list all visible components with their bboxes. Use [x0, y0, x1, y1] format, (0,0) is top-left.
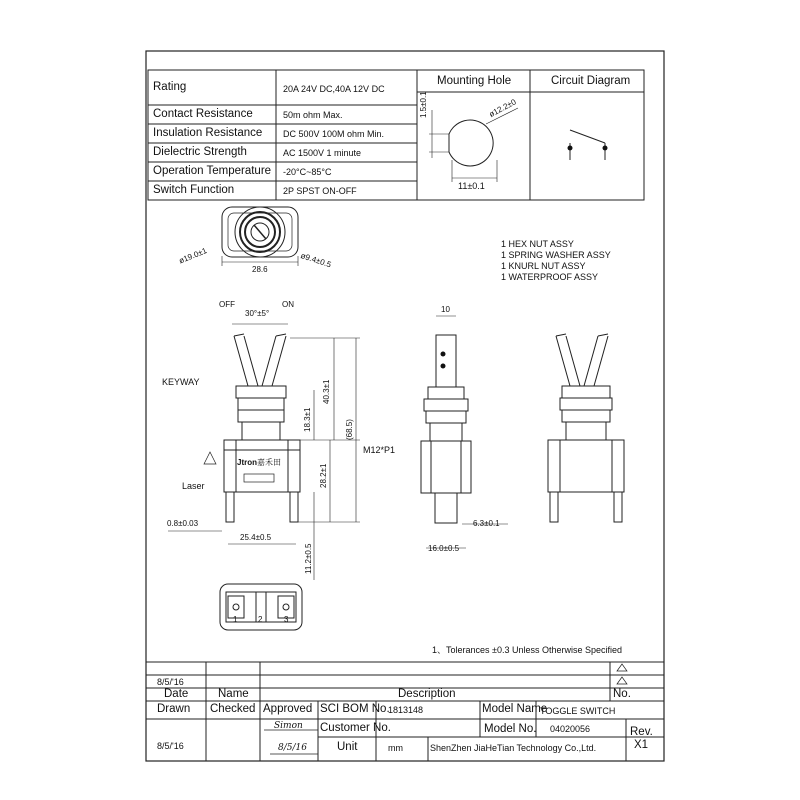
approver-signature: Simon	[274, 721, 303, 731]
mounting-diameter-dim: ø12.2±0	[487, 97, 518, 120]
front-view-on-label: ON	[282, 300, 294, 309]
top-view-dia-left: ø19.0±1	[177, 246, 209, 266]
circuit-diagram-title: Circuit Diagram	[551, 75, 631, 87]
front-dim-25: 25.4±0.5	[240, 533, 272, 542]
spec-label-insulation-resistance: Insulation Resistance	[153, 127, 263, 139]
side-dim-16: 16.0±0.5	[428, 544, 460, 553]
header-name: Name	[218, 688, 249, 700]
spec-label-operation-temperature: Operation Temperature	[153, 165, 272, 177]
accessory-waterproof: 1 WATERPROOF ASSY	[501, 272, 599, 282]
front-view-angle: 30°±5°	[245, 309, 270, 318]
model-name-value: TOGGLE SWITCH	[540, 706, 616, 716]
pin-2-label: 2	[258, 615, 263, 624]
sci-bom-value: 1813148	[388, 705, 424, 715]
spec-value-dielectric-strength: AC 1500V 1 minute	[283, 148, 362, 158]
front-dim-40: 40.3±1	[322, 379, 331, 404]
unit-label: Unit	[337, 741, 358, 753]
checked-label: Checked	[210, 703, 256, 715]
mounting-flat-dim: 11±0.1	[458, 181, 485, 191]
spec-label-contact-resistance: Contact Resistance	[153, 108, 253, 120]
header-no: No.	[613, 688, 631, 700]
spec-label-dielectric-strength: Dielectric Strength	[153, 146, 247, 158]
circuit-contact-right	[603, 146, 608, 151]
approved-label: Approved	[263, 703, 313, 715]
drawn-label: Drawn	[157, 703, 191, 715]
header-date: Date	[164, 688, 189, 700]
lever-hole-top	[441, 352, 446, 357]
rev-label: Rev.	[630, 726, 653, 738]
circuit-contact-left	[568, 146, 573, 151]
company-name: ShenZhen JiaHeTian Technology Co.,Ltd.	[430, 743, 597, 753]
customer-no-label: Customer No.	[320, 722, 391, 734]
model-name-label: Model Name	[482, 703, 548, 715]
mounting-hole-title: Mounting Hole	[437, 75, 512, 87]
side-dim-6: 6.3±0.1	[473, 519, 500, 528]
front-dim-08: 0.8±0.03	[167, 519, 199, 528]
accessory-spring-washer: 1 SPRING WASHER ASSY	[501, 250, 611, 260]
lever-hole-bottom	[441, 364, 446, 369]
top-view-dia-right: ø9.4±0.5	[299, 251, 333, 270]
unit-value: mm	[388, 743, 403, 753]
pin-1-label: 1	[233, 615, 238, 624]
tolerance-note: 1、Tolerances ±0.3 Unless Otherwise Specified	[432, 645, 623, 655]
revision-date: 8/5/'16	[157, 677, 184, 687]
keyway-label: KEYWAY	[162, 377, 200, 387]
rev-value: X1	[634, 739, 649, 751]
spec-value-insulation-resistance: DC 500V 100M ohm Min.	[283, 129, 385, 139]
front-dim-11: 11.2±0.5	[304, 543, 313, 574]
brand-logo	[237, 459, 281, 467]
front-dim-68: (68.5)	[345, 419, 354, 440]
front-dim-18: 18.3±1	[303, 407, 312, 432]
spec-value-rating: 20A 24V DC,40A 12V DC	[283, 84, 385, 94]
brand-logo-text: Jtron	[237, 458, 257, 467]
top-view-width: 28.6	[252, 265, 268, 274]
accessory-knurl-nut: 1 KNURL NUT ASSY	[501, 261, 586, 271]
model-no-label: Model No.	[484, 723, 537, 735]
spec-label-switch-function: Switch Function	[153, 184, 235, 196]
drawn-date: 8/5/'16	[157, 741, 184, 751]
model-no-value: 04020056	[550, 724, 591, 734]
front-view-off-label: OFF	[219, 300, 235, 309]
spec-label-rating: Rating	[153, 81, 187, 93]
brand-logo-cn: 嘉禾田	[257, 458, 281, 467]
laser-label: Laser	[182, 481, 205, 491]
accessory-hex-nut: 1 HEX NUT ASSY	[501, 239, 574, 249]
sci-bom-label: SCI BOM No.	[320, 703, 390, 715]
approval-date-signature: 8/5/16	[278, 743, 307, 753]
front-dim-28: 28.2±1	[319, 463, 328, 488]
spec-value-switch-function: 2P SPST ON-OFF	[283, 186, 357, 196]
spec-value-operation-temperature: -20°C~85°C	[283, 167, 332, 177]
side-thread-label: M12*P1	[363, 445, 396, 455]
spec-value-contact-resistance: 50m ohm Max.	[283, 110, 343, 120]
header-description: Description	[398, 688, 456, 700]
side-dim-top: 10	[441, 305, 450, 314]
pin-3-label: 3	[284, 615, 289, 624]
mounting-height-dim: 1.5±0.1	[419, 91, 428, 118]
